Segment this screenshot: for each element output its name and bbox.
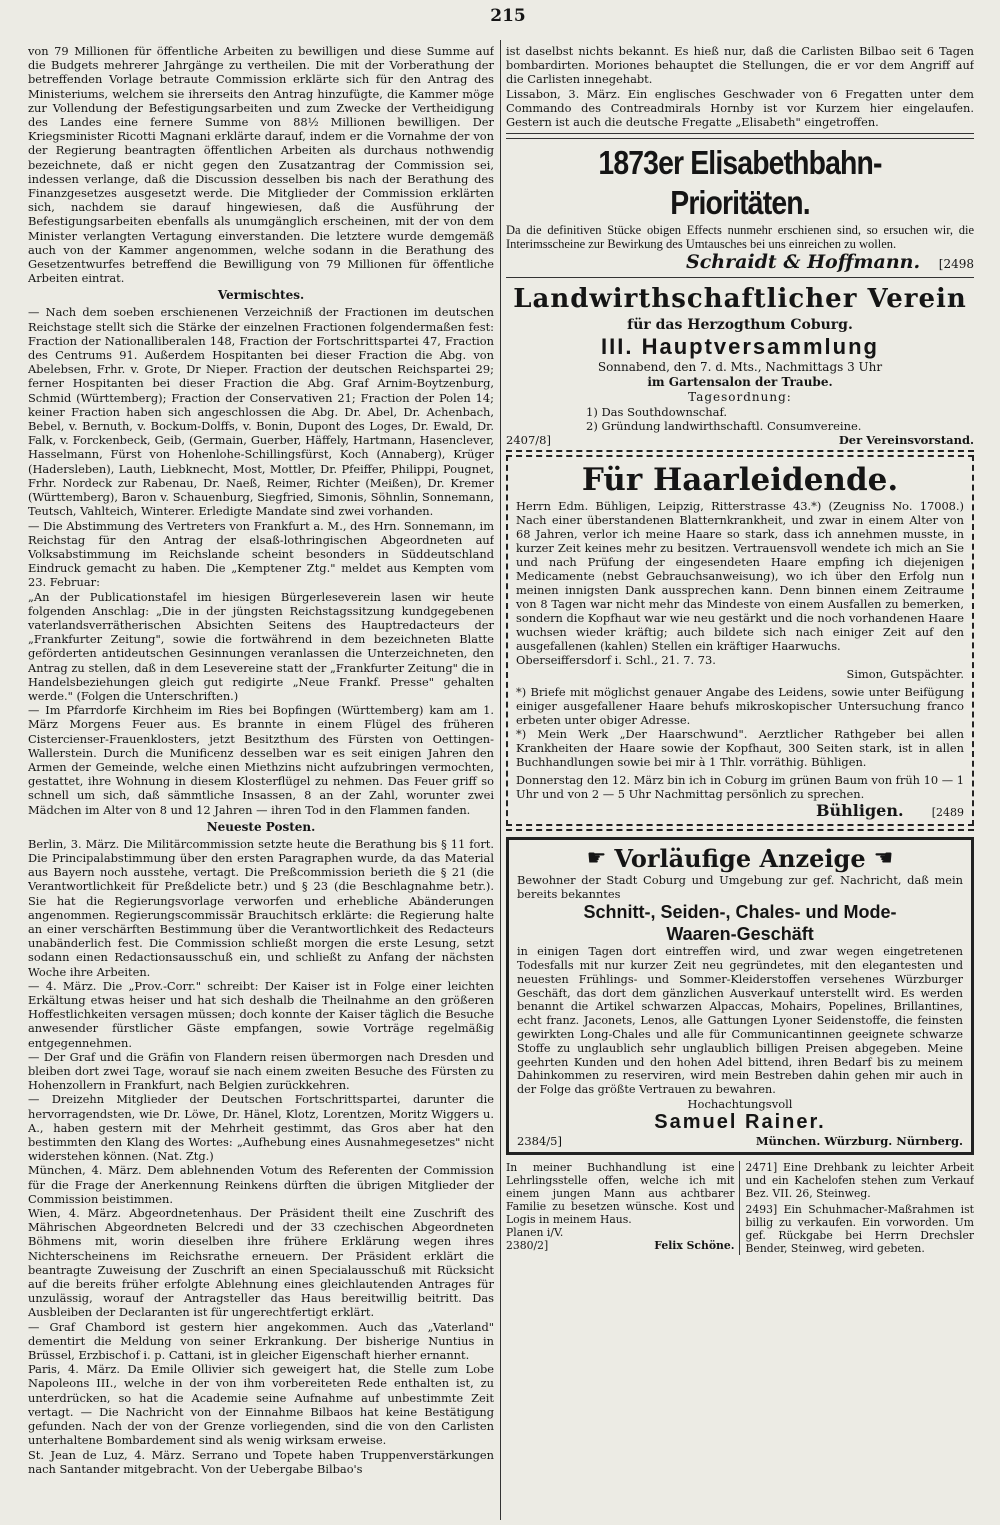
article-kirchheim-fire: — Im Pfarrdorfe Kirchheim im Ries bei Bopfingen (Württemberg) kam am 1. März Morgens Feuer aus. Es brannte in einem Flügel des früheren Cistercienser-Frauenklosters, jetzt Besitzthum des Fürsten von Oettingen-Wallerstein. Durch die Munificenz desselben war es seit einigen Jahren den Armen der Gemeinde, welche einen Miethzins nicht aufzubringen vermochten, gestattet, ihre Wohnung in diesem Klosterflügel zu nehmen. Das Feuer griff so schnell um sich, daß sämmtliche Insassen, 8 an der Zahl, worunter zwei Mädchen im Alter von 8 und 12 Jahren — ihren Tod in den Flammen fanden. [28, 703, 494, 817]
ad-landwirtschaft [506, 282, 974, 447]
article-notice: „An der Publicationstafel im hiesigen Bürgerleseverein lasen wir heute folgenden Anschlag: „Die in der jüngsten Reichstagssitzung kundgegebenen vaterlandsverrätherischen Absichten Seitens des Hauptredacteurs der „Frankfurter Zeitung", sowie die fortwährend in dem bezeichneten Blatte geförderten antideutschen Gesinnungen veranlassen die Unterzeichneten, den Antrag zu stellen, daß in dem Lesevereine statt der „Frankfurter Zeitung" die in Handelsbeziehungen gleich gut redigirte „Neue Frankf. Presse" gehalten werde." (Folgen die Unterschriften.) [28, 589, 494, 703]
divider [506, 138, 974, 139]
ad-landwirtschaft-title: Landwirthschaftlicher Verein [513, 284, 967, 315]
ad-schuhmacher-text: 2493] Ein Schuhmacher-Maßrahmen ist billig zu verkaufen. Ein vorworden. Um gef. Rückgabe bei Herrn Drechsler Bender, Steinweg, wird gebeten. [745, 1202, 974, 1255]
ad-vorlaeufige-greeting: Hochachtungsvoll [687, 1096, 793, 1111]
ad-lehrling [506, 1161, 740, 1255]
ad-landwirtschaft-item: 1) Das Southdownschaf. [586, 405, 727, 420]
ad-vorlaeufige-anzeige [506, 837, 974, 1155]
pointing-hand-icon: ☛ [586, 846, 607, 872]
divider [506, 133, 974, 134]
ad-vorlaeufige-number: 2384/5] [517, 1133, 562, 1148]
decorative-border [506, 829, 974, 831]
ad-landwirtschaft-main: III. Hauptversammlung [601, 334, 879, 360]
ad-elisabethbahn-title: 1873er Elisabethbahn-Prioritäten. [598, 144, 882, 222]
article-flandern: — Der Graf und die Gräfin von Flandern reisen übermorgen nach Dresden und bleiben dort zwei Tage, worauf sie nach einem zweiten Besuche des Fürsten zu Hohenzollern in Frankfurt, nach Belgien zurückkehren. [28, 1049, 494, 1093]
ad-landwirtschaft-subtitle: für das Herzogthum Coburg. [627, 317, 853, 334]
article-lissabon: Lissabon, 3. März. Ein englisches Geschwader von 6 Fregatten unter dem Commando des Contreadmirals Hornby ist vor Kurzem hier eingelaufen. Gestern ist auch die deutsche Fregatte „Elisabeth" eingetroffen. [506, 86, 974, 130]
divider [506, 277, 974, 278]
decorative-border [506, 450, 974, 452]
ad-elisabethbahn-number: [2498 [938, 257, 974, 272]
ad-landwirtschaft-signature: Der Vereinsvorstand. [838, 433, 974, 448]
ad-vorlaeufige-title: Vorläufige Anzeige [614, 844, 866, 874]
ad-landwirtschaft-item: 2) Gründung landwirthschaftl. Consumvereine. [586, 419, 862, 434]
ad-vorlaeufige-text: in einigen Tagen dort eintreffen wird, und zwar wegen eingetretenen Todesfalls mit nur kurzer Zeit neu gegründetes, mit den elegantesten und neuesten Frühlings- und Sommer-Kleiderstoffen versehenes Würzburger Geschäft, das dort dem gänzlichen Ausverkauf unterstellt wird. Es werden benannt die Artikel schwarzen Alpaccas, Mohairs, Popelines, Brillantines, echt franz. Jaconets, Lenos, alle Gattungen Lyoner Seidenstoffe, die feinsten gewirkten Long-Chales und alle für Communicantinnen geeignete schwarze Stoffe zu unglaublich sehr unglaublich billigen Preisen abgegeben. Meine geehrten Kunden und den hohen Adel bittend, ihren Bedarf bis zu meinem Dahinkommen zu reserviren, wird mein Bestreben dahin gehen mir auch in der Folge das größte Vertrauen zu bewahren. [517, 945, 963, 1097]
ad-vorlaeufige-heading2: Waaren-Geschäft [666, 924, 814, 945]
ad-haarleidende-coburg: Donnerstag den 12. März bin ich in Coburg im grünen Baum von früh 10 — 1 Uhr und von 2 — 5 Uhr Nachmittag persönlich zu sprechen. [516, 773, 964, 802]
ad-vorlaeufige-name: Samuel Rainer. [654, 1110, 826, 1133]
article-sonnemann: — Die Abstimmung des Vertreters von Frankfurt a. M., des Hrn. Sonnemann, im Reichstag für den Antrag der elsaß-lothringischen Abgeordneten auf Volksabstimmung im Reichslande scheint besonders in Süddeutschland Eindruck gemacht zu haben. Die „Kemptener Ztg." meldet aus Kempten vom 23. Februar: [28, 518, 494, 590]
ad-vorlaeufige-cities: München. Würzburg. Nürnberg. [755, 1133, 963, 1148]
article-st-jean-de-luz: St. Jean de Luz, 4. März. Serrano und Topete haben Truppenverstärkungen nach Santander mitgebracht. Von der Uebergabe Bilbao's [28, 1447, 494, 1476]
article-wien: Wien, 4. März. Abgeordnetenhaus. Der Präsident theilt eine Zuschrift des Mährischen Abgeordneten Belcredi und der 33 czechischen Abgeordneten Böhmens mit, worin dieselben ihre frühere Erklärung wegen ihres Nichterscheinens im Reichsrathe erneuern. Der Präsident erklärt die beantragte Zuweisung der Zuschrift an einen Specialausschuß mit Rücksicht auf die bereits früher erfolgte Ablehnung eines gleichlautenden Antrages für unzulässig, worauf der Antragsteller das Haus bereitwillig beitritt. Das Ausbleiben der Declaranten ist für ungerechtfertigt erklärt. [28, 1206, 494, 1320]
ad-haarleidende-testimonial: Herrn Edm. Bühligen, Leipzig, Ritterstrasse 43.*) (Zeugniss No. 17008.) Nach einer überstandenen Blatternkrankheit, und zwar in einem Alter von 68 Jahren, verlor ich meine Haare so stark, dass ich annehmen musste, in kurzer Zeit keines mehr zu besitzen. Vertrauensvoll wendete ich mich an Sie und nach Prüfung der eingesendeten Haare empfing ich diejenigen Medicamente (nebst Gebrauchsanweisung), wo ich über den Erfolg nun meinen innigsten Dank aussprechen kann. Denn binnen einem Zeitraume von 8 Tagen war nicht mehr das Mindeste von einem Ausfallen zu bemerken, sondern die Kopfhaut war wie neu gestärkt und die noch vorhandenen Haare wuchsen wieder kräftig; auch bildete sich nach einiger Zeit auf den ausgefallenen (kahlen) Stellen ein kräftiger Haarwuchs. [516, 499, 964, 654]
ad-haarleidende-note2: *) Mein Werk „Der Haarschwund". Aerztlicher Rathgeber bei allen Krankheiten der Haare sowie der Kopfhaut, 300 Seiten stark, ist in allen Buchhandlungen sowie bei mir à 1 Thlr. vorräthig. Bühligen. [516, 727, 964, 770]
ad-vorlaeufige-intro: Bewohner der Stadt Coburg und Umgebung zur gef. Nachricht, daß mein bereits bekanntes [517, 873, 963, 902]
ad-elisabethbahn-text: Da die definitiven Stücke obigen Effects nunmehr erschienen sind, so ersuchen wir, die Interimsscheine zur Bewirkung des Umtausches bei uns einreichen zu wollen. [506, 223, 974, 252]
ad-haarleidende-number: [2489 [931, 806, 964, 820]
ad-landwirtschaft-place: im Gartensalon der Traube. [647, 375, 833, 390]
article-fractions: — Nach dem soeben erschienenen Verzeichniß der Fractionen im deutschen Reichstage stellt sich die Stärke der einzelnen Fractionen folgendermaßen fest: Fraction der Nationalliberalen 148, Fraction der Fortschrittspartei 47, Fraction des Centrums 91. Außerdem Hospitanten bei dieser Fraction die Abg. von Abelebsen, Frhr. v. Grote, Dr Nieper. Fraction der deutschen Reichspartei 29; ferner Hospitanten bei dieser Fraction die Abg. Graf Arnim-Boytzenburg, Schmid (Württemberg); Fraction der Conservativen 21; Fraction der Polen 14; keiner Fraction haben sich angeschlossen die Abg. Dr. Abel, Dr. Achenbach, Bebel, v. Bernuth, v. Bockum-Dolffs, v. Bonin, Dupont des Loges, Dr. Ewald, Dr. Falk, v. Forckenbeck, Geib, (Germain, Guerber, Häffely, Hartmann, Hasenclever, Hasselmann, Fürst von Hohenlohe-Schillingsfürst, Koch (Annaberg), Krüger (Hadersleben), Lauth, Liebknecht, Most, Mottler, Dr. Pfeiffer, Philippi, Pougnet, Frhr. Nordeck zur Rabenau, Dr. Naeß, Reimer, Richter (Meißen), Dr. Kremer (Württemberg), Baron v. Schauenburg, Siegfried, Simonis, Söhnlin, Sonnemann, Teutsch, Vahlteich, Winterer. Erledigte Mandate sind zwei vorhanden. [28, 305, 494, 519]
pointing-hand-icon: ☚ [873, 846, 894, 872]
article-muenchen: München, 4. März. Dem ablehnenden Votum des Referenten der Commission für die Frage der Anerkennung Reinkens dürften die übrigen Mitglieder der Commission beistimmen. [28, 1163, 494, 1206]
article-paris: Paris, 4. März. Da Emile Ollivier sich geweigert hat, die Stelle zum Lobe Napoleons III., welche in der von ihm vorbereiteten Rede enthalten ist, zu unterdrücken, so hat die Academie seine Aufnahme auf unbestimmte Zeit vertagt. — Die Nachricht von der Einnahme Bilbaos hat keine Bestätigung gefunden. Nach der von der Grenze vorliegenden, sind die von den Carlisten unterhaltene Bombardement sind als wenig wirksam erweise. [28, 1362, 494, 1448]
ad-elisabethbahn [506, 143, 974, 273]
heading-vermischtes: Vermischtes. [217, 288, 305, 303]
ad-haarleidende [506, 455, 974, 826]
article-bilbao-cont: ist daselbst nichts bekannt. Es hieß nur, daß die Carlisten Bilbao seit 6 Tagen bombardirten. Moriones behauptet die Stellungen, die er vor dem Angriff auf die Carlisten innegehabt. [506, 44, 974, 87]
ad-landwirtschaft-number: 2407/8] [506, 433, 551, 448]
ad-haarleidende-name: Simon, Gutspächter. [846, 667, 964, 682]
ad-haarleidende-note1: *) Briefe mit möglichst genauer Angabe des Leidens, sowie unter Beifügung einiger ausgefallener Haare behufs mikroskopischer Untersuchung franco erbeten unter obiger Adresse. [516, 685, 964, 728]
ad-landwirtschaft-agenda-label: Tagesordnung: [688, 390, 792, 405]
ad-small-right [746, 1161, 975, 1255]
ad-lehrling-signature: Felix Schöne. [654, 1238, 735, 1252]
ad-landwirtschaft-date: Sonnabend, den 7. d. Mts., Nachmittags 3 Uhr [597, 360, 883, 375]
ad-lehrling-place: Planen i/V. [506, 1225, 564, 1239]
ad-elisabethbahn-signature: Schraidt & Hoffmann. [686, 251, 921, 274]
article-fortschritt: — Dreizehn Mitglieder der Deutschen Fortschrittspartei, darunter die hervorragendsten, wie Dr. Löwe, Dr. Hänel, Klotz, Lorentzen, Moritz Wiggers u. A., haben gestern mit der Mehrheit gestimmt, das Gros aber hat den bestimmten den Klang des Wortes: „Aufhebung eines Ausnahmegesetzes" nicht widerstehen können. (Nat. Ztg.) [28, 1092, 494, 1164]
ad-vorlaeufige-heading1: Schnitt-, Seiden-, Chales- und Mode- [583, 902, 897, 923]
right-column [506, 44, 974, 1520]
column-divider [500, 40, 501, 1520]
ad-haarleidende-place: Oberseiffersdorf i. Schl., 21. 7. 73. [516, 653, 716, 668]
ad-drehbank-text: 2471] Eine Drehbank zu leichter Arbeit und ein Kachelofen stehen zum Verkauf Bez. VII. 26, Steinweg. [745, 1160, 974, 1200]
ad-lehrling-number: 2380/2] [506, 1238, 549, 1252]
ad-lehrling-text: In meiner Buchhandlung ist eine Lehrlingsstelle offen, welche ich mit einem jungen Mann aus achtbarer Familie zu besetzen wünsche. Kost und Logis in meinem Haus. [506, 1160, 735, 1226]
article-chambord: — Graf Chambord ist gestern hier angekommen. Auch das „Vaterland" dementirt die Meldung von seiner Erkrankung. Der bisherige Nuntius in Brüssel, Erzbischof i. p. Cattani, ist in gleicher Eigenschaft hierher ernannt. [28, 1319, 494, 1363]
article-kaiser: — 4. März. Die „Prov.-Corr." schreibt: Der Kaiser ist in Folge einer leichten Erkältung etwas heiser und hat sich deshalb die Theilnahme an den größeren Hoffestlichkeiten versagen müssen; doch konnte der Kaiser täglich die Besuche anwesender fürstlicher Gäste empfangen, sowie Vorträge regelmäßig entgegennehmen. [28, 978, 494, 1050]
left-column [28, 44, 494, 1520]
page-number: 215 [490, 6, 526, 26]
ad-haarleidende-title: Für Haarleidende. [581, 462, 899, 499]
heading-neueste-posten: Neueste Posten. [206, 819, 316, 834]
ad-haarleidende-signature: Bühligen. [816, 801, 904, 821]
article-berlin: Berlin, 3. März. Die Militärcommission setzte heute die Berathung bis § 11 fort. Die Principalabstimmung über den ersten Paragraphen wurde, da das Material aus Bayern noch ausstehe, vertagt. Die Preßcommission berieth die § 21 (die Verantwortlichkeit für Preßdelicte betr.) und § 23 (die Beschlagnahme betr.). Sie hat die Regierungsvorlage verworfen und erhebliche Abänderungen angenommen. Regierungscommissär Brauchitsch erklärte: die Regierung halte an einer verschärften Bestimmung über die Verantwortlichkeit des Redacteurs unabänderlich fest. Die Commission schließt morgen die erste Lesung, setzt sodann einen Redactionsausschuß ein, und schließt zu Anfang der nächsten Woche ihre Arbeiten. [28, 836, 494, 979]
article-italy-budget: von 79 Millionen für öffentliche Arbeiten zu bewilligen und diese Summe auf die Budgets mehrerer Jahrgänge zu vertheilen. Die mit der Vorberathung der betreffenden Vorlage betraute Commission erklärte sich für den Antrag des Ministeriums, welchem sie ihrerseits den Antrag hinzufügte, die Kammer möge zur Vollendung der Befestigungsarbeiten und zum Zwecke der Vertheidigung des Landes eine fernere Summe von 88½ Millionen bewilligen. Der Kriegsminister Ricotti Magnani erklärte darauf, indem er die Vornahme der von der Regierung beantragten öffentlichen Arbeiten als durchaus nothwendig bezeichnete, daß er nicht gegen den Zusatzantrag der Commission sei, indessen verlange, daß die Discussion desselben bis nach der Berathung des Finanzgesetzes ausgesetzt werde. Die Mitglieder der Commission erklärten sich, nachdem sie darauf hingewiesen, daß die Ausführung der Befestigungsarbeiten ebenfalls als unumgänglich erscheinen, mit der von dem Minister verlangten Vertagung einverstanden. Die letztere wurde demgemäß auch von der Kammer angenommen, welche sodann in die Berathung des Gesetzentwurfes betreffend die Bewilligung von 79 Millionen für öffentliche Arbeiten eintrat. [28, 44, 494, 286]
